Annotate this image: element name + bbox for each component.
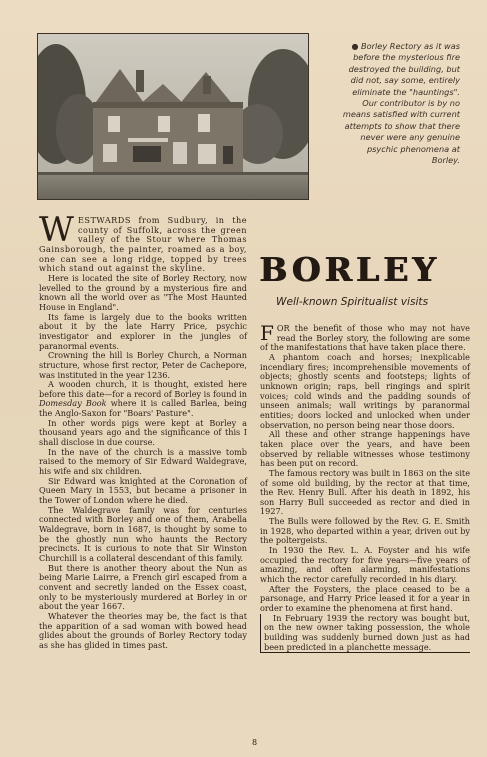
paragraph-domesday [39, 380, 247, 419]
paragraph: Crowning the hill is Borley Church, a Norman structure, whose first rector, Peter de Cachepore, was instituted in the year 1236. [39, 350, 247, 380]
paragraph: Sir Edward was knighted at the Coronation of Queen Mary in 1553, but became a prisoner in the Tower of London where he died. [39, 475, 247, 506]
page-number: 8 [252, 738, 258, 747]
paragraph: In the nave of the church is a massive tomb raised to the memory of Sir Edward Waldegrave, his wife and six children. [39, 446, 247, 477]
drop-cap-w: W [39, 210, 74, 250]
boxed-paragraph: In February 1939 the rectory was bought but, on the new owner taking possession, the whole building was suddenly burned down just as had been predicted in a planchette message. [260, 614, 470, 654]
rectory-illustration [38, 34, 308, 199]
right-column [260, 321, 470, 653]
paragraph: A phantom coach and horses; inexplicable incendiary fires; incomprehensible movements of objects; ghostly scents and footsteps; lights of unknown origin; raps, bell ringings and spirit voices; cold winds and the padding sounds of unseen animals; wall writings by paranormal entities; doors locked and unlocked when under observation, no person being near those doors. [260, 351, 470, 430]
left-column [39, 210, 248, 651]
book-title: Domesday Book [39, 398, 107, 409]
paragraph: The Waldegrave family was for centuries connected with Borley and one of them, Arabella Waldegrave, born in 1687, is thought by some to be the ghostly nun who haunts the Rectory precincts. It is curious to note that Sir Winston Churchill is a collateral descendant of this family. [39, 504, 247, 563]
text-run: A wooden church, it is thought, existed here before this date—for a record of Borley is found in [39, 379, 248, 399]
caption-text: Borley Rectory as it was before the mysterious fire destroyed the building, but did not, say some, entirely eliminate the "hauntings". Our contributor is by no means satisfied with current attempts to show that there never were any genuine psychic phenomena at Borley. [342, 41, 460, 166]
paragraph: In 1930 the Rev. L. A. Foyster and his wife occupied the rectory for five years—five years of amazing, and often alarming, manifestations which the rector carefully recorded in his diary. [260, 545, 470, 585]
opening-paragraph: ESTWARDS from Sudbury, in the county of Suffolk, across the green valley of the Stour where Thomas Gainsborough, the painter, roamed as a boy, one can see a long ridge, topped by trees which stand out against the skyline. [39, 215, 247, 274]
paragraph: But there is another theory about the Nun as being Marie Lairre, a French girl escaped from a convent and secretly landed on the Essex coast, only to be mysteriously murdered at Borley in or about the year 1667. [39, 562, 247, 612]
paragraph: The Bulls were followed by the Rev. G. E. Smith in 1928, who departed within a year, driven out by the poltergeists. [260, 516, 470, 546]
paragraph: The famous rectory was built in 1863 on the site of some old building, by the rector at that time, the Rev. Henry Bull. After his death in 1892, his son Harry Bull succeeded as rector and died in 1927. [260, 467, 470, 517]
paragraph: Here is located the site of Borley Rectory, now levelled to the ground by a mysterious fire and known all the world over as "The Most Haunted House in England". [39, 272, 247, 312]
article-subtitle: Well-known Spiritualist visits [276, 296, 429, 308]
paragraph: Its fame is largely due to the books written about it by the late Harry Price, psychic investigator and explorer in the jungles of paranormal events. [39, 311, 247, 351]
opening-paragraph: OR the benefit of those who may not have read the Borley story, the following are some of the manifestations that have taken place there. [260, 323, 470, 353]
drop-cap-f: F [260, 321, 274, 345]
text-run: where it is called Barlea, being the Anglo-Saxon for "Boars' Pasture". [39, 398, 247, 419]
paragraph: In other words pigs were kept at Borley a thousand years ago and the significance of this I shall disclose in due course. [39, 417, 247, 448]
paragraph: Whatever the theories may be, the fact is that the apparition of a sad woman with bowed head glides about the grounds of Borley Rectory today as she has glided in times past. [39, 610, 247, 650]
article-title: BORLEY [259, 250, 440, 289]
caption-bullet: ● [351, 42, 359, 51]
paragraph: All these and other strange happenings have taken place over the years, and have been observed by reliable witnesses whose testimony has been put on record. [260, 429, 470, 469]
paragraph: After the Foysters, the place ceased to be a parsonage, and Harry Price leased it for a year in order to examine the phenomena at first hand. [260, 583, 470, 614]
photo-caption [338, 41, 460, 166]
borley-rectory-photo [37, 33, 309, 200]
